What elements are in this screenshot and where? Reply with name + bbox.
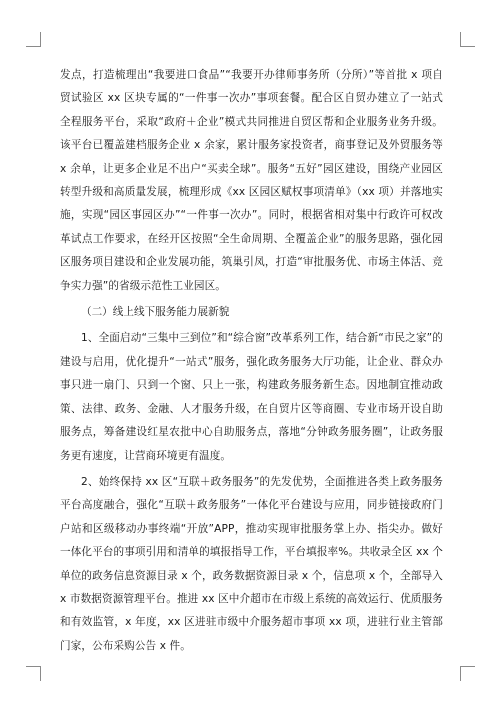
crop-mark-bottom-left xyxy=(26,666,41,681)
section-heading: （二）线上线下服务能力展新貌 xyxy=(81,306,230,319)
body-paragraph-item-1: 1、全面启动“三集中三到位”和“综合窗”改革系列工作，结合新“市民之家”的建设与启用，优化提升“一站式”服务，强化政务服务大厅功能，让企业、群众办事只进一扇门、只到一个窗、只上一张，构建政务服务新生态。因地制宜推动政策、法律、政务、金融、人才服务升级，在自贸片区等商圈、专业市场开设自助服务点，筹备建设红星农批中心自助服务点，落地“分钟政务服务圈”，让政务服务更有速度，让营商环境更有温度。 xyxy=(60,332,443,462)
crop-mark-top-left xyxy=(26,32,41,47)
crop-mark-top-right xyxy=(460,32,475,47)
crop-mark-bottom-right xyxy=(460,666,475,681)
body-paragraph-continued: 发点，打造梳理出“我要进口食品”“我要开办律师事务所（分所）”等首批 x 项自贸试验区 xx 区块专属的“一件事一次办”事项套餐。配合区自贸办建立了一站式全程服务平台，采取“政府＋企业”模式共同推进自贸区帮和企业服务业务升级。该平台已覆盖建档服务企业 x 余家，累计服务家投资者，商事登记及外贸服务等 x 余单，让更多企业足不出户“买卖全球”。服务“五好”园区建设，围绕产业园区转型升级和高质量发展，梳理形成《xx 区园区赋权事项清单》（xx 项）并落地实施，实现“园区事园区办”“一件事一次办”。同时，根据省相对集中行政许可权改革试点工作要求，在经开区按照“全生命周期、全覆盖企业”的服务思路，强化园区服务项目建设和企业发展功能，筑巢引凤，打造“审批服务优、市场主体活、竞争实力强”的省级示范性工业园区。 xyxy=(60,69,443,292)
document-body xyxy=(60,64,443,661)
body-paragraph-item-2: 2、始终保持 xx 区“互联＋政务服务”的先发优势，全面推进各类上政务服务平台高度融合，强化“互联＋政务服务”一体化平台建设与应用，同步链接政府门户站和区级移动办事终端“开放”APP，推动实现审批服务掌上办、指尖办。做好一体化平台的事项引用和清单的填报指导工作，平台填报率%。共收录全区 xx 个单位的政务信息资源目录 x 个，政务数据资源目录 x 个，信息项 x 个，全部导入 x 市数据资源管理平台。推进 xx 区中介超市在市级上系统的高效运行、优质服务和有效监管，x 年度，xx 区进驻市级中介服务超市事项 xx 项，进驻行业主管部门家，公布采购公告 x 件。 xyxy=(60,475,443,652)
